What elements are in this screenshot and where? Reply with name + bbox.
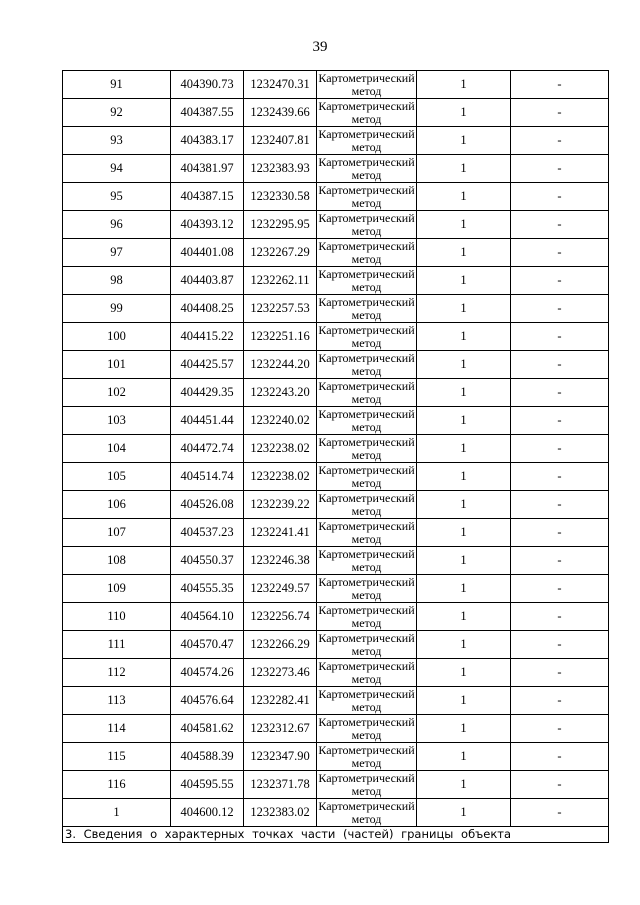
point-number-cell: 98 bbox=[63, 267, 171, 295]
method-cell: Картометрический метод bbox=[318, 631, 415, 658]
coordinate-y-cell: 1232238.02 bbox=[244, 463, 317, 491]
point-number-cell: 102 bbox=[63, 379, 171, 407]
description-cell: - bbox=[511, 715, 609, 743]
accuracy-cell: 1 bbox=[417, 603, 511, 631]
description-cell: - bbox=[511, 99, 609, 127]
accuracy-cell: 1 bbox=[417, 743, 511, 771]
method-cell: Картометрический метод bbox=[318, 715, 415, 742]
section-heading: 3. Сведения о характерных точках части (частей) границы объекта bbox=[63, 827, 609, 843]
accuracy-cell: 1 bbox=[417, 379, 511, 407]
accuracy-cell: 1 bbox=[417, 351, 511, 379]
coordinate-y-cell: 1232295.95 bbox=[244, 211, 317, 239]
coordinate-x-cell: 404537.23 bbox=[171, 519, 244, 547]
coordinate-x-cell: 404425.57 bbox=[171, 351, 244, 379]
description-cell: - bbox=[511, 491, 609, 519]
coordinate-x-cell: 404408.25 bbox=[171, 295, 244, 323]
coordinate-x-cell: 404574.26 bbox=[171, 659, 244, 687]
accuracy-cell: 1 bbox=[417, 211, 511, 239]
description-cell: - bbox=[511, 351, 609, 379]
table-row bbox=[63, 519, 609, 547]
method-cell: Картометрический метод bbox=[318, 99, 415, 126]
point-number-cell: 107 bbox=[63, 519, 171, 547]
coordinate-y-cell: 1232273.46 bbox=[244, 659, 317, 687]
description-cell: - bbox=[511, 323, 609, 351]
coordinate-y-cell: 1232239.22 bbox=[244, 491, 317, 519]
accuracy-cell: 1 bbox=[417, 799, 511, 827]
description-cell: - bbox=[511, 71, 609, 99]
method-cell: Картометрический метод bbox=[318, 239, 415, 266]
method-cell: Картометрический метод bbox=[318, 267, 415, 294]
point-number-cell: 99 bbox=[63, 295, 171, 323]
boundary-points-table bbox=[62, 70, 609, 843]
coordinate-y-cell: 1232262.11 bbox=[244, 267, 317, 295]
method-cell: Картометрический метод bbox=[318, 183, 415, 210]
table-body bbox=[63, 71, 609, 827]
point-number-cell: 105 bbox=[63, 463, 171, 491]
description-cell: - bbox=[511, 771, 609, 799]
table-row bbox=[63, 463, 609, 491]
accuracy-cell: 1 bbox=[417, 547, 511, 575]
coordinate-x-cell: 404393.12 bbox=[171, 211, 244, 239]
accuracy-cell: 1 bbox=[417, 323, 511, 351]
point-number-cell: 110 bbox=[63, 603, 171, 631]
point-number-cell: 111 bbox=[63, 631, 171, 659]
table-row bbox=[63, 631, 609, 659]
table-row bbox=[63, 379, 609, 407]
coordinate-x-cell: 404564.10 bbox=[171, 603, 244, 631]
method-cell: Картометрический метод bbox=[318, 379, 415, 406]
method-cell: Картометрический метод bbox=[318, 799, 415, 826]
point-number-cell: 108 bbox=[63, 547, 171, 575]
table-row bbox=[63, 71, 609, 99]
section-heading-row bbox=[63, 827, 609, 843]
coordinate-x-cell: 404555.35 bbox=[171, 575, 244, 603]
coordinate-x-cell: 404576.64 bbox=[171, 687, 244, 715]
point-number-cell: 100 bbox=[63, 323, 171, 351]
method-cell: Картометрический метод bbox=[318, 295, 415, 322]
coordinate-y-cell: 1232256.74 bbox=[244, 603, 317, 631]
point-number-cell: 109 bbox=[63, 575, 171, 603]
description-cell: - bbox=[511, 463, 609, 491]
description-cell: - bbox=[511, 687, 609, 715]
description-cell: - bbox=[511, 407, 609, 435]
method-cell: Картометрический метод bbox=[318, 435, 415, 462]
point-number-cell: 115 bbox=[63, 743, 171, 771]
description-cell: - bbox=[511, 519, 609, 547]
accuracy-cell: 1 bbox=[417, 127, 511, 155]
table-row bbox=[63, 743, 609, 771]
accuracy-cell: 1 bbox=[417, 463, 511, 491]
table-row bbox=[63, 547, 609, 575]
description-cell: - bbox=[511, 267, 609, 295]
coordinate-x-cell: 404429.35 bbox=[171, 379, 244, 407]
description-cell: - bbox=[511, 155, 609, 183]
description-cell: - bbox=[511, 631, 609, 659]
coordinate-x-cell: 404600.12 bbox=[171, 799, 244, 827]
table-row bbox=[63, 575, 609, 603]
description-cell: - bbox=[511, 211, 609, 239]
accuracy-cell: 1 bbox=[417, 155, 511, 183]
coordinate-x-cell: 404415.22 bbox=[171, 323, 244, 351]
table-row bbox=[63, 435, 609, 463]
method-cell: Картометрический метод bbox=[318, 519, 415, 546]
coordinate-y-cell: 1232347.90 bbox=[244, 743, 317, 771]
coordinate-x-cell: 404581.62 bbox=[171, 715, 244, 743]
accuracy-cell: 1 bbox=[417, 99, 511, 127]
method-cell: Картометрический метод bbox=[318, 547, 415, 574]
coordinate-y-cell: 1232266.29 bbox=[244, 631, 317, 659]
point-number-cell: 96 bbox=[63, 211, 171, 239]
accuracy-cell: 1 bbox=[417, 407, 511, 435]
point-number-cell: 116 bbox=[63, 771, 171, 799]
table-row bbox=[63, 771, 609, 799]
coordinate-x-cell: 404550.37 bbox=[171, 547, 244, 575]
accuracy-cell: 1 bbox=[417, 435, 511, 463]
method-cell: Картометрический метод bbox=[318, 659, 415, 686]
coordinate-x-cell: 404588.39 bbox=[171, 743, 244, 771]
method-cell: Картометрический метод bbox=[318, 127, 415, 154]
table-row bbox=[63, 99, 609, 127]
table-row bbox=[63, 659, 609, 687]
coordinate-y-cell: 1232238.02 bbox=[244, 435, 317, 463]
accuracy-cell: 1 bbox=[417, 687, 511, 715]
description-cell: - bbox=[511, 659, 609, 687]
accuracy-cell: 1 bbox=[417, 295, 511, 323]
coordinate-x-cell: 404403.87 bbox=[171, 267, 244, 295]
table-row bbox=[63, 407, 609, 435]
coordinate-y-cell: 1232243.20 bbox=[244, 379, 317, 407]
coordinate-y-cell: 1232439.66 bbox=[244, 99, 317, 127]
accuracy-cell: 1 bbox=[417, 715, 511, 743]
coordinate-y-cell: 1232407.81 bbox=[244, 127, 317, 155]
coordinate-x-cell: 404383.17 bbox=[171, 127, 244, 155]
accuracy-cell: 1 bbox=[417, 267, 511, 295]
description-cell: - bbox=[511, 799, 609, 827]
point-number-cell: 104 bbox=[63, 435, 171, 463]
table-row bbox=[63, 799, 609, 827]
description-cell: - bbox=[511, 435, 609, 463]
point-number-cell: 114 bbox=[63, 715, 171, 743]
method-cell: Картометрический метод bbox=[318, 687, 415, 714]
table-row bbox=[63, 687, 609, 715]
coordinate-x-cell: 404390.73 bbox=[171, 71, 244, 99]
accuracy-cell: 1 bbox=[417, 575, 511, 603]
description-cell: - bbox=[511, 183, 609, 211]
page-number: 39 bbox=[312, 39, 328, 55]
method-cell: Картометрический метод bbox=[318, 155, 415, 182]
point-number-cell: 91 bbox=[63, 71, 171, 99]
coordinate-y-cell: 1232312.67 bbox=[244, 715, 317, 743]
table-row bbox=[63, 211, 609, 239]
coordinate-y-cell: 1232257.53 bbox=[244, 295, 317, 323]
method-cell: Картометрический метод bbox=[318, 463, 415, 490]
coordinate-x-cell: 404595.55 bbox=[171, 771, 244, 799]
table-row bbox=[63, 239, 609, 267]
coordinate-x-cell: 404381.97 bbox=[171, 155, 244, 183]
coordinate-y-cell: 1232330.58 bbox=[244, 183, 317, 211]
description-cell: - bbox=[511, 575, 609, 603]
description-cell: - bbox=[511, 547, 609, 575]
method-cell: Картометрический метод bbox=[318, 407, 415, 434]
coordinate-x-cell: 404451.44 bbox=[171, 407, 244, 435]
point-number-cell: 113 bbox=[63, 687, 171, 715]
method-cell: Картометрический метод bbox=[318, 211, 415, 238]
table-row bbox=[63, 351, 609, 379]
table-row bbox=[63, 295, 609, 323]
method-cell: Картометрический метод bbox=[318, 771, 415, 798]
point-number-cell: 94 bbox=[63, 155, 171, 183]
method-cell: Картометрический метод bbox=[318, 743, 415, 770]
table-row bbox=[63, 603, 609, 631]
point-number-cell: 103 bbox=[63, 407, 171, 435]
coordinate-y-cell: 1232282.41 bbox=[244, 687, 317, 715]
table-row bbox=[63, 715, 609, 743]
coordinate-y-cell: 1232383.02 bbox=[244, 799, 317, 827]
accuracy-cell: 1 bbox=[417, 631, 511, 659]
coordinate-x-cell: 404472.74 bbox=[171, 435, 244, 463]
description-cell: - bbox=[511, 239, 609, 267]
coordinate-y-cell: 1232244.20 bbox=[244, 351, 317, 379]
method-cell: Картометрический метод bbox=[318, 575, 415, 602]
point-number-cell: 112 bbox=[63, 659, 171, 687]
coordinate-y-cell: 1232246.38 bbox=[244, 547, 317, 575]
coordinate-y-cell: 1232251.16 bbox=[244, 323, 317, 351]
table-row bbox=[63, 183, 609, 211]
table-row bbox=[63, 267, 609, 295]
coordinate-y-cell: 1232267.29 bbox=[244, 239, 317, 267]
coordinate-x-cell: 404570.47 bbox=[171, 631, 244, 659]
description-cell: - bbox=[511, 743, 609, 771]
coordinate-x-cell: 404526.08 bbox=[171, 491, 244, 519]
point-number-cell: 101 bbox=[63, 351, 171, 379]
coordinate-y-cell: 1232249.57 bbox=[244, 575, 317, 603]
table-row bbox=[63, 491, 609, 519]
accuracy-cell: 1 bbox=[417, 491, 511, 519]
table-row bbox=[63, 323, 609, 351]
coordinate-y-cell: 1232470.31 bbox=[244, 71, 317, 99]
point-number-cell: 1 bbox=[63, 799, 171, 827]
point-number-cell: 93 bbox=[63, 127, 171, 155]
accuracy-cell: 1 bbox=[417, 183, 511, 211]
point-number-cell: 106 bbox=[63, 491, 171, 519]
point-number-cell: 97 bbox=[63, 239, 171, 267]
accuracy-cell: 1 bbox=[417, 771, 511, 799]
description-cell: - bbox=[511, 295, 609, 323]
method-cell: Картометрический метод bbox=[318, 351, 415, 378]
description-cell: - bbox=[511, 603, 609, 631]
coordinate-y-cell: 1232240.02 bbox=[244, 407, 317, 435]
description-cell: - bbox=[511, 127, 609, 155]
coordinate-y-cell: 1232383.93 bbox=[244, 155, 317, 183]
table-row bbox=[63, 155, 609, 183]
point-number-cell: 95 bbox=[63, 183, 171, 211]
method-cell: Картометрический метод bbox=[318, 71, 415, 98]
accuracy-cell: 1 bbox=[417, 519, 511, 547]
coordinate-x-cell: 404401.08 bbox=[171, 239, 244, 267]
method-cell: Картометрический метод bbox=[318, 491, 415, 518]
method-cell: Картометрический метод bbox=[318, 603, 415, 630]
method-cell: Картометрический метод bbox=[318, 323, 415, 350]
description-cell: - bbox=[511, 379, 609, 407]
coordinate-y-cell: 1232371.78 bbox=[244, 771, 317, 799]
coordinate-x-cell: 404514.74 bbox=[171, 463, 244, 491]
accuracy-cell: 1 bbox=[417, 239, 511, 267]
accuracy-cell: 1 bbox=[417, 71, 511, 99]
point-number-cell: 92 bbox=[63, 99, 171, 127]
accuracy-cell: 1 bbox=[417, 659, 511, 687]
coordinate-x-cell: 404387.15 bbox=[171, 183, 244, 211]
coordinate-x-cell: 404387.55 bbox=[171, 99, 244, 127]
table-row bbox=[63, 127, 609, 155]
coordinate-y-cell: 1232241.41 bbox=[244, 519, 317, 547]
